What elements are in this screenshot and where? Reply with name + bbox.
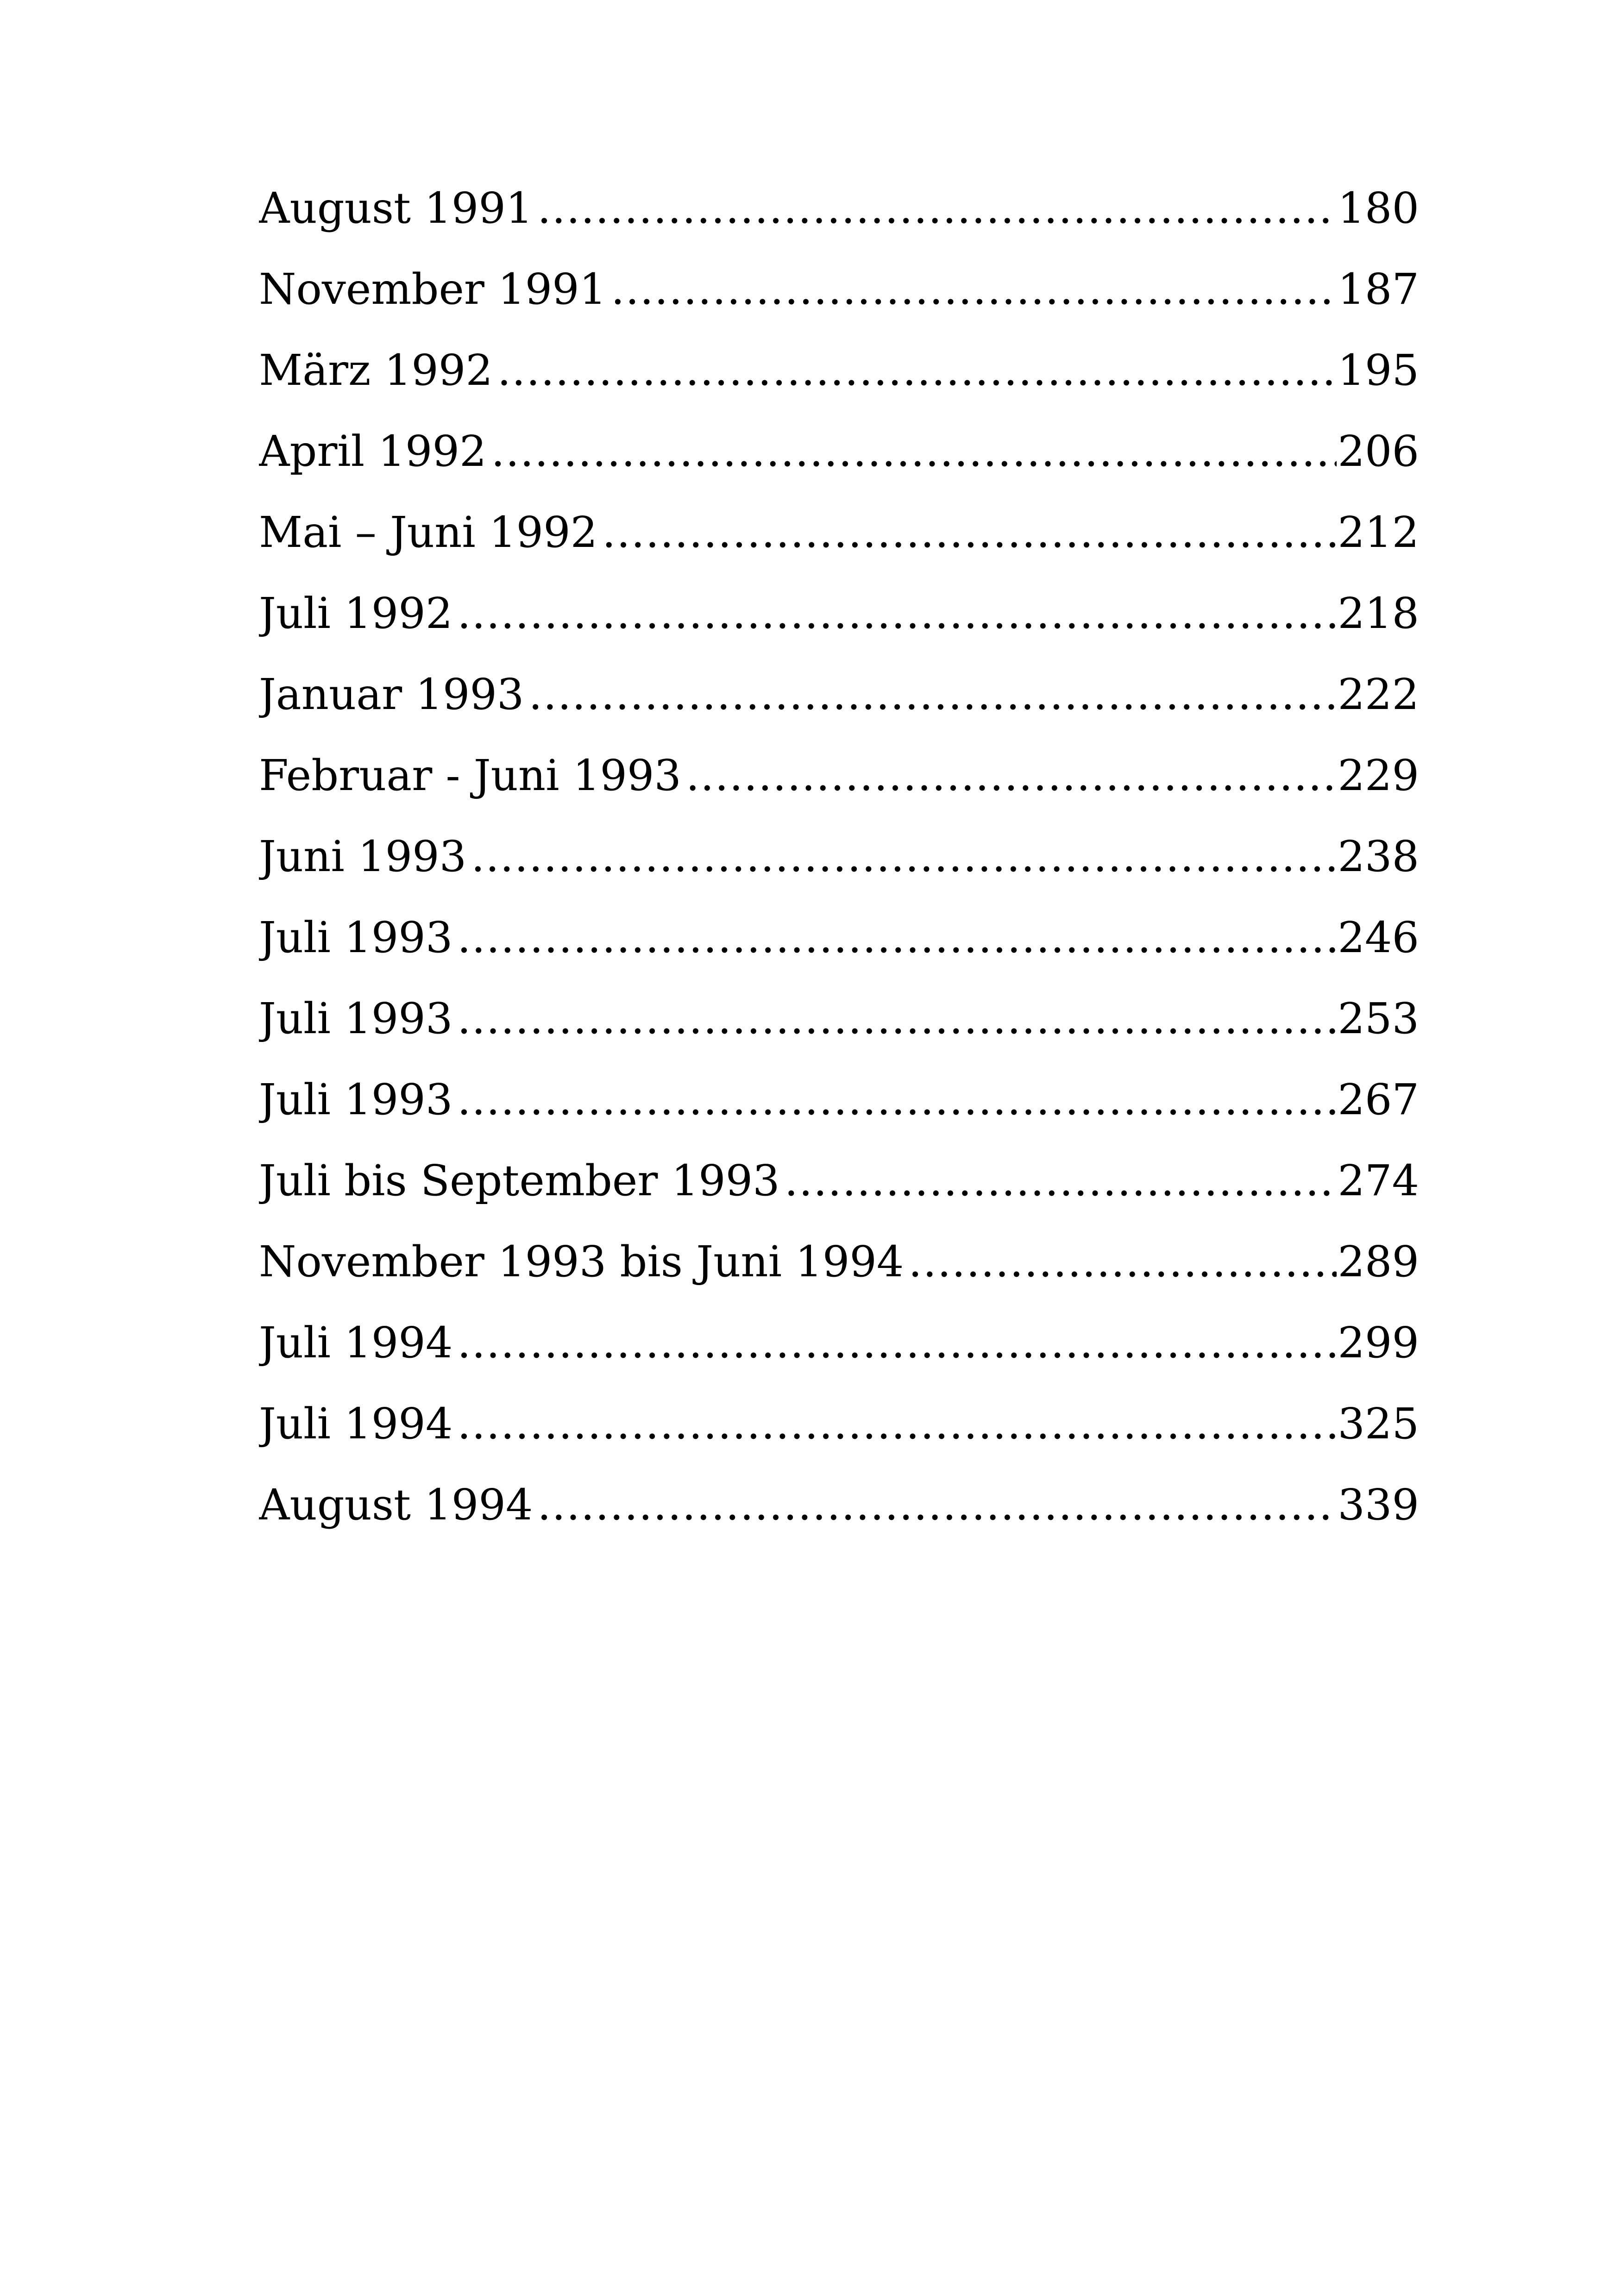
toc-entry-page: 212 — [1338, 508, 1419, 557]
toc-entry-title: Juli 1993 — [259, 994, 453, 1043]
toc-entry-page: 267 — [1338, 1075, 1419, 1124]
toc-entry-title: Juli 1993 — [259, 913, 453, 962]
toc-entry[interactable] — [259, 1074, 1419, 1155]
toc-entry[interactable] — [259, 507, 1419, 588]
toc-entry[interactable] — [259, 750, 1419, 831]
toc-dot-leader — [602, 507, 1337, 558]
toc-dot-leader — [537, 1480, 1337, 1531]
toc-entry-page: 218 — [1338, 589, 1419, 638]
toc-dot-leader — [457, 993, 1337, 1044]
toc-entry[interactable] — [259, 831, 1419, 912]
toc-entry[interactable] — [259, 1317, 1419, 1399]
toc-dot-leader — [491, 426, 1337, 477]
toc-dot-leader — [457, 912, 1337, 963]
toc-entry-title: Januar 1993 — [259, 670, 524, 719]
toc-entry-title: Juli 1994 — [259, 1318, 453, 1368]
toc-entry-page: 206 — [1338, 427, 1419, 476]
toc-entry-title: Mai – Juni 1992 — [259, 508, 598, 557]
toc-dot-leader — [457, 1317, 1337, 1368]
toc-entry-title: November 1993 bis Juni 1994 — [259, 1237, 904, 1286]
toc-dot-leader — [686, 750, 1337, 801]
toc-dot-leader — [611, 264, 1337, 315]
toc-entry[interactable] — [259, 912, 1419, 993]
table-of-contents — [259, 183, 1419, 1561]
toc-entry[interactable] — [259, 1480, 1419, 1561]
toc-dot-leader — [537, 183, 1337, 234]
toc-entry[interactable] — [259, 183, 1419, 264]
toc-entry-page: 299 — [1338, 1318, 1419, 1368]
toc-entry-title: Juli 1994 — [259, 1399, 453, 1449]
toc-entry[interactable] — [259, 1236, 1419, 1317]
toc-dot-leader — [457, 1399, 1337, 1449]
toc-entry-page: 246 — [1338, 913, 1419, 962]
toc-entry-page: 325 — [1338, 1399, 1419, 1449]
toc-entry-page: 253 — [1338, 994, 1419, 1043]
toc-entry[interactable] — [259, 1399, 1419, 1480]
toc-entry[interactable] — [259, 1155, 1419, 1236]
toc-entry-title: November 1991 — [259, 264, 607, 314]
toc-dot-leader — [785, 1155, 1337, 1206]
toc-entry-title: Juli 1992 — [259, 589, 453, 638]
toc-entry-page: 274 — [1338, 1156, 1419, 1205]
toc-entry-page: 222 — [1338, 670, 1419, 719]
toc-entry[interactable] — [259, 993, 1419, 1074]
toc-entry-title: August 1994 — [259, 1480, 533, 1530]
toc-dot-leader — [528, 669, 1337, 720]
toc-entry-page: 229 — [1338, 751, 1419, 800]
toc-entry[interactable] — [259, 588, 1419, 669]
toc-entry[interactable] — [259, 345, 1419, 426]
toc-entry-title: Juni 1993 — [259, 832, 467, 881]
toc-entry-page: 339 — [1338, 1480, 1419, 1530]
toc-entry-title: Juli 1993 — [259, 1075, 453, 1124]
toc-dot-leader — [497, 345, 1337, 396]
toc-dot-leader — [471, 831, 1337, 882]
toc-entry-page: 289 — [1338, 1237, 1419, 1286]
toc-dot-leader — [908, 1236, 1337, 1287]
toc-entry[interactable] — [259, 264, 1419, 345]
toc-entry-page: 195 — [1338, 345, 1419, 395]
toc-entry[interactable] — [259, 426, 1419, 507]
toc-entry-page: 180 — [1338, 183, 1419, 233]
toc-entry-title: Juli bis September 1993 — [259, 1156, 780, 1205]
toc-entry-page: 187 — [1338, 264, 1419, 314]
toc-dot-leader — [457, 1074, 1337, 1125]
toc-entry[interactable] — [259, 669, 1419, 750]
toc-entry-title: August 1991 — [259, 183, 533, 233]
toc-entry-page: 238 — [1338, 832, 1419, 881]
toc-dot-leader — [457, 588, 1337, 639]
toc-entry-title: Februar - Juni 1993 — [259, 751, 681, 800]
toc-entry-title: April 1992 — [259, 427, 487, 476]
toc-entry-title: März 1992 — [259, 345, 493, 395]
